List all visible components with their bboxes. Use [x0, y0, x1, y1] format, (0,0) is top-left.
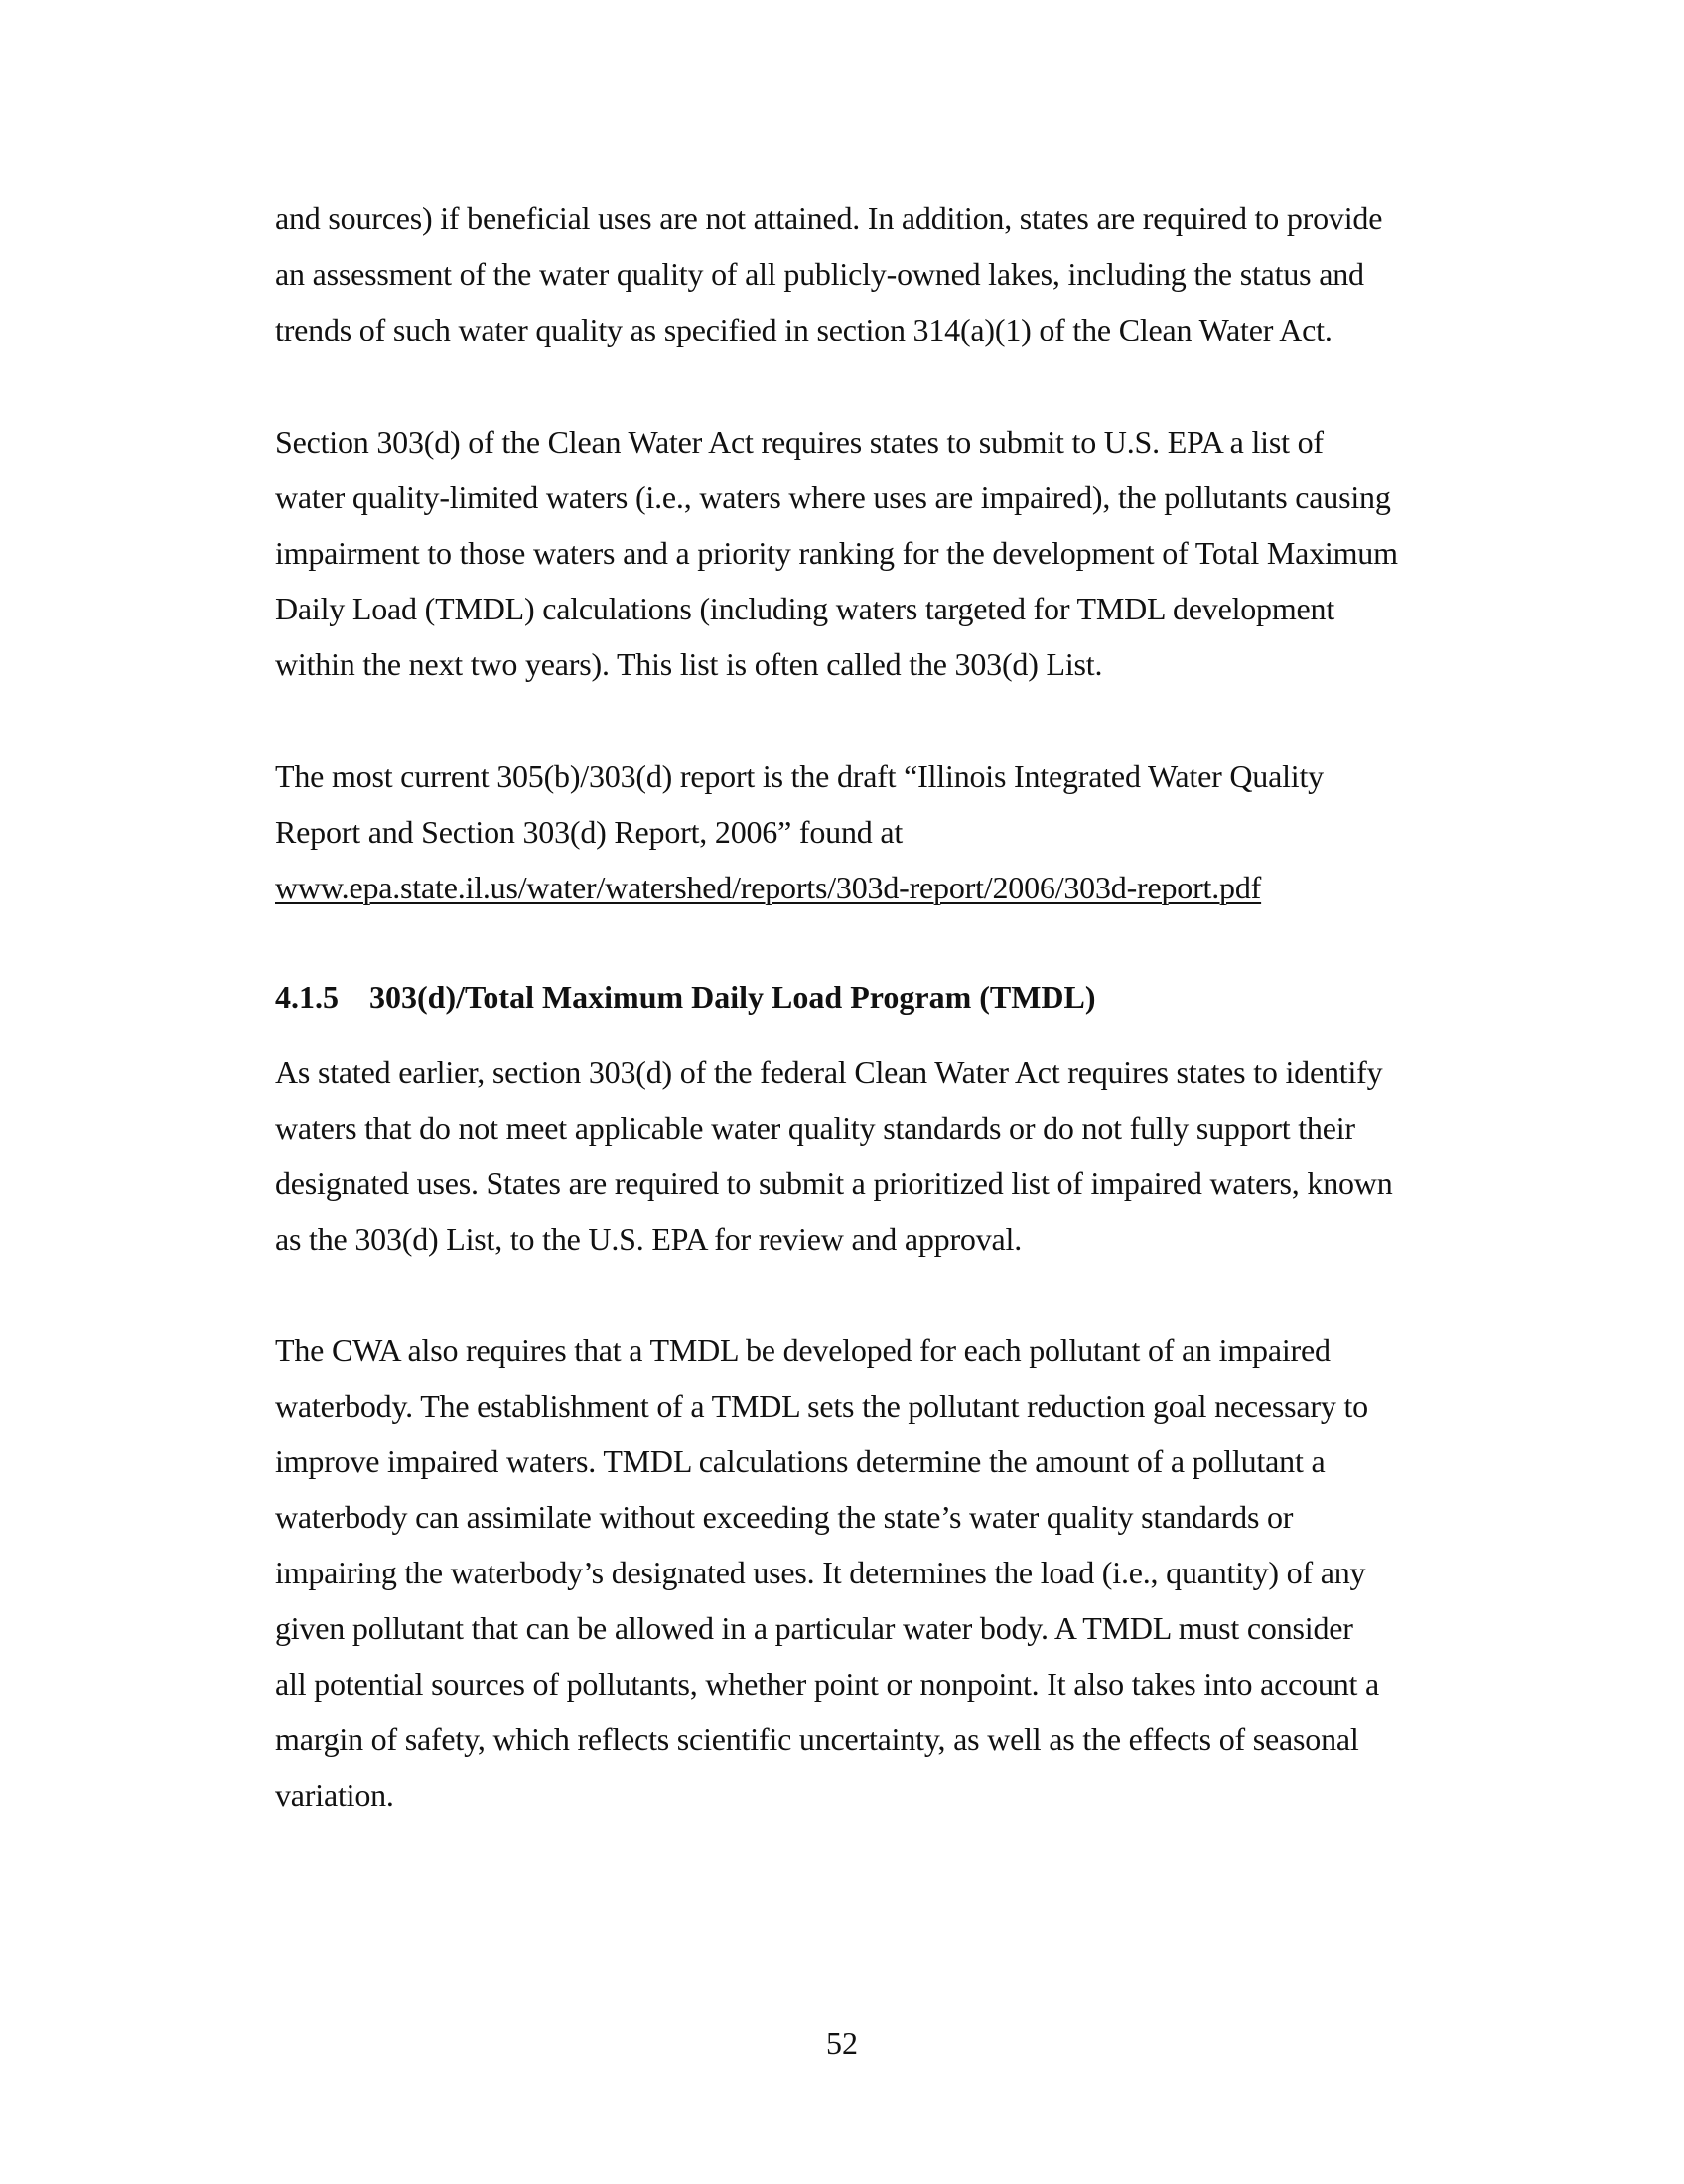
paragraph-303d-requirements [275, 1044, 1467, 1267]
text-line: within the next two years). This list is often called the 303(d) List. [275, 646, 1103, 682]
section-number: 4.1.5 [275, 979, 339, 1015]
text-line: margin of safety, which reflects scientific uncertainty, as well as the effects of seasonal [275, 1721, 1359, 1757]
paragraph-current-report [275, 749, 1467, 915]
text-line: The most current 305(b)/303(d) report is the draft “Illinois Integrated Water Quality [275, 758, 1324, 794]
page-number: 52 [826, 2025, 858, 2061]
text-line: impairment to those waters and a priority ranking for the development of Total Maximum [275, 535, 1398, 571]
text-line: an assessment of the water quality of all publicly-owned lakes, including the status and [275, 256, 1364, 292]
text-line: waterbody can assimilate without exceeding the state’s water quality standards or [275, 1499, 1294, 1535]
text-line: The CWA also requires that a TMDL be developed for each pollutant of an impaired [275, 1332, 1331, 1368]
text-line: waterbody. The establishment of a TMDL sets the pollutant reduction goal necessary to [275, 1388, 1368, 1424]
text-line: impairing the waterbody’s designated uses. It determines the load (i.e., quantity) of any [275, 1555, 1366, 1590]
text-line: trends of such water quality as specified in section 314(a)(1) of the Clean Water Act. [275, 312, 1333, 347]
section-heading [275, 969, 1467, 1024]
section-title: 303(d)/Total Maximum Daily Load Program (TMDL) [369, 979, 1096, 1015]
text-line: variation. [275, 1777, 394, 1813]
text-line: and sources) if beneficial uses are not attained. In addition, states are required to provide [275, 201, 1383, 236]
text-line: water quality-limited waters (i.e., waters where uses are impaired), the pollutants causing [275, 479, 1391, 515]
paragraph-section-303d [275, 414, 1467, 692]
text-line: designated uses. States are required to submit a prioritized list of impaired waters, known [275, 1165, 1393, 1201]
section-heading-text [275, 969, 1467, 1024]
text-line: given pollutant that can be allowed in a particular water body. A TMDL must consider [275, 1610, 1353, 1646]
paragraph-tmdl-development [275, 1322, 1467, 1823]
text-line: as the 303(d) List, to the U.S. EPA for review and approval. [275, 1221, 1023, 1257]
text-line: waters that do not meet applicable water quality standards or do not fully support their [275, 1110, 1355, 1146]
link-line [275, 860, 1467, 915]
text-line: Section 303(d) of the Clean Water Act requires states to submit to U.S. EPA a list of [275, 424, 1324, 460]
report-url-link[interactable]: www.epa.state.il.us/water/watershed/reports/303d-report/2006/303d-report.pdf [275, 870, 1262, 905]
text-line: improve impaired waters. TMDL calculations determine the amount of a pollutant a [275, 1443, 1326, 1479]
paragraph-beneficial-uses [275, 191, 1467, 357]
text-line: Daily Load (TMDL) calculations (including waters targeted for TMDL development [275, 591, 1335, 626]
text-line: Report and Section 303(d) Report, 2006” found at [275, 814, 904, 850]
text-line: all potential sources of pollutants, whether point or nonpoint. It also takes into account a [275, 1666, 1380, 1702]
text-line: As stated earlier, section 303(d) of the federal Clean Water Act requires states to identify [275, 1054, 1383, 1090]
